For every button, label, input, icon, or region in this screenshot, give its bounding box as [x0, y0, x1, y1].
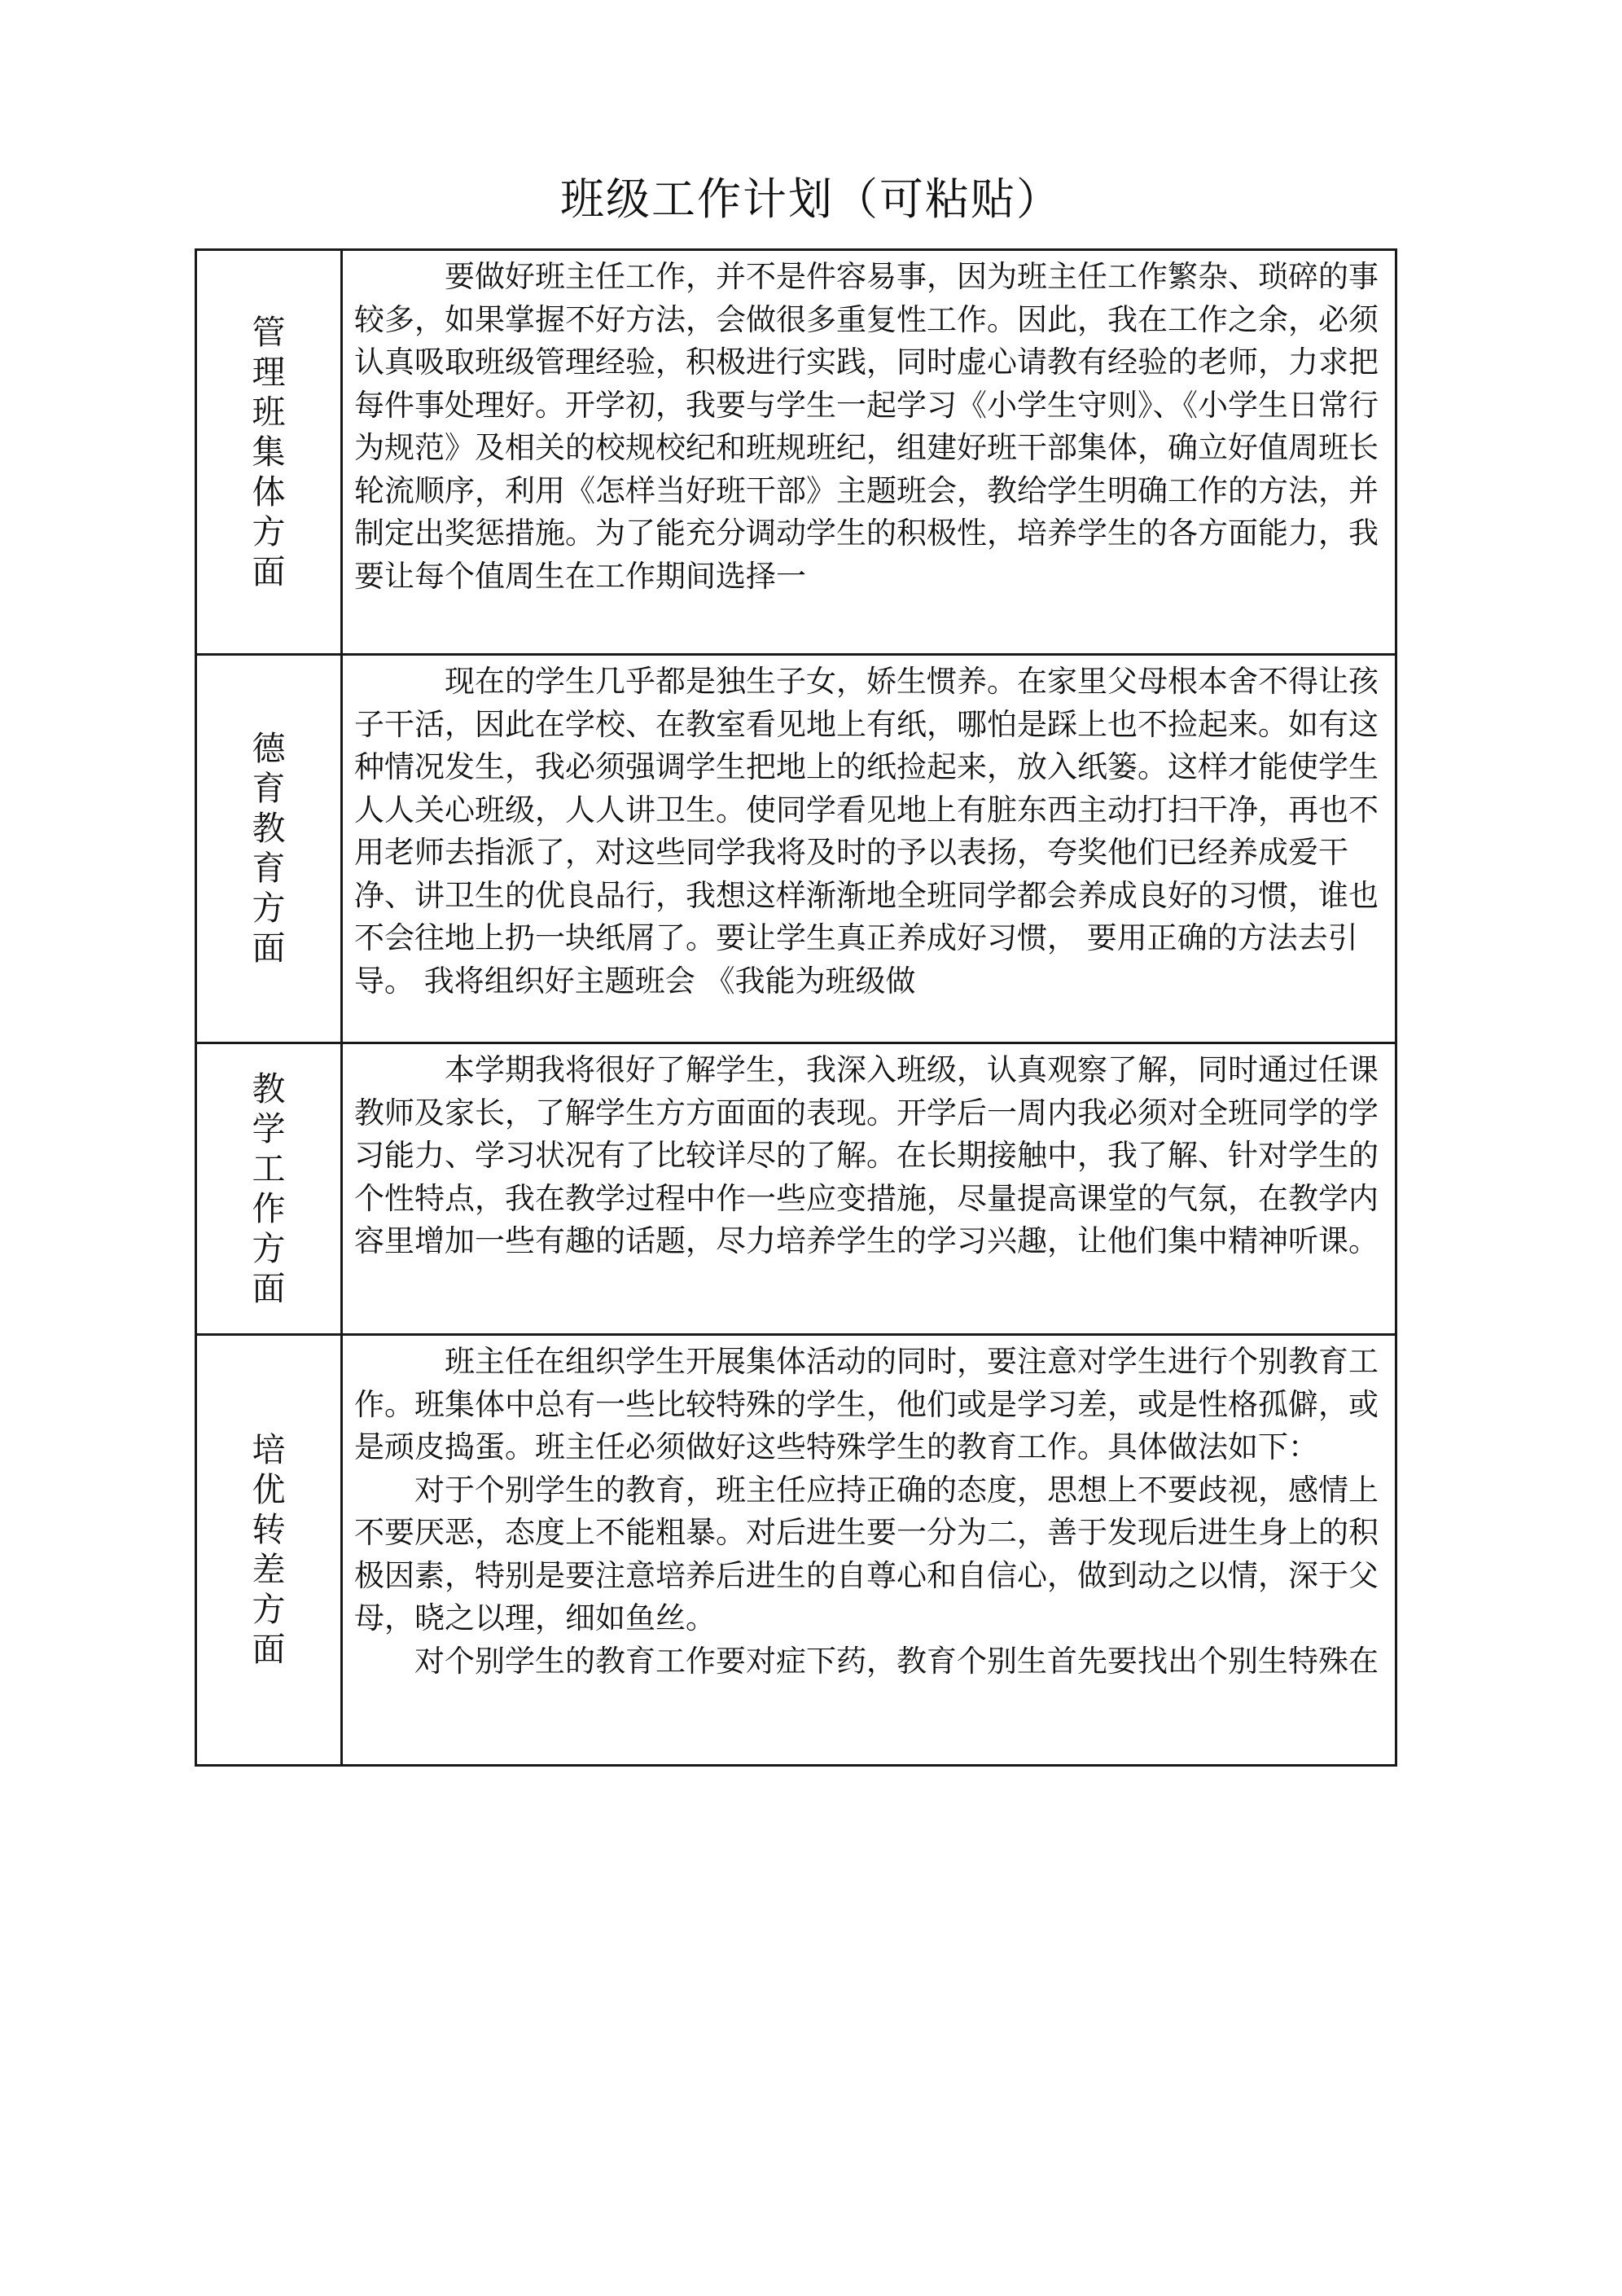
section-paragraph: 班主任在组织学生开展集体活动的同时，要注意对学生进行个别教育工作。班集体中总有一些比较特殊的学生，他们或是学习差，或是性格孤僻，或是顽皮捣蛋。班主任必须做好这些特殊学生的教育工作。具体做法如下： — [354, 1344, 1379, 1464]
section-label-cell — [196, 1043, 342, 1335]
section-content-cell — [342, 1043, 1396, 1335]
document-title: 班级工作计划（可粘贴） — [560, 173, 1062, 225]
section-content-cell — [342, 1335, 1396, 1766]
table-row — [196, 655, 1396, 1043]
table-row — [196, 1043, 1396, 1335]
section-paragraph: 对于个别学生的教育，班主任应持正确的态度，思想上不要歧视，感情上不要厌恶，态度上不能粗暴。对后进生要一分为二，善于发现后进生身上的积极因素，特别是要注意培养后进生的自尊心和自信心，做到动之以情，深于父母，晓之以理，细如鱼丝。 — [354, 1472, 1379, 1635]
section-label: 培优转差方面 — [252, 1430, 286, 1669]
section-paragraph: 本学期我将很好了解学生，我深入班级，认真观察了解，同时通过任课教师及家长，了解学生方方面面的表现。开学后一周内我必须对全班同学的学习能力、学习状况有了比较详尽的了解。在长期接触中，我了解、针对学生的个性特点，我在教学过程中作一些应变措施，尽量提高课堂的气氛，在教学内容里增加一些有趣的话题，尽力培养学生的学习兴趣，让他们集中精神听课。 — [354, 1052, 1379, 1258]
section-content-cell — [342, 250, 1396, 655]
section-label-cell — [196, 1335, 342, 1766]
table-row — [196, 1335, 1396, 1766]
section-label: 德育教育方面 — [252, 729, 286, 968]
section-paragraph: 对个别学生的教育工作要对症下药，教育个别生首先要找出个别生特殊在 — [354, 1643, 1379, 1679]
section-label-cell — [196, 250, 342, 655]
work-plan-table — [195, 248, 1397, 1767]
section-paragraph: 要做好班主任工作，并不是件容易事，因为班主任工作繁杂、琐碎的事较多，如果掌握不好方法，会做很多重复性工作。因此，我在工作之余，必须认真吸取班级管理经验，积极进行实践，同时虚心请教有经验的老师，力求把每件事处理好。开学初，我要与学生一起学习《小学生守则》、《小学生日常行为规范》及相关的校规校纪和班规班纪，组建好班干部集体，确立好值周班长轮流顺序，利用《怎样当好班干部》主题班会，教给学生明确工作的方法，并制定出奖惩措施。为了能充分调动学生的积极性，培养学生的各方面能力，我要让每个值周生在工作期间选择一 — [354, 259, 1379, 594]
section-label: 管理班集体方面 — [252, 312, 286, 591]
section-paragraph: 现在的学生几乎都是独生子女，娇生惯养。在家里父母根本舍不得让孩子干活，因此在学校、在教室看见地上有纸，哪怕是踩上也不捡起来。如有这种情况发生，我必须强调学生把地上的纸捡起来，放入纸篓。这样才能使学生人人关心班级，人人讲卫生。使同学看见地上有脏东西主动打扫干净，再也不用老师去指派了，对这些同学我将及时的予以表扬，夸奖他们已经养成爱干净、讲卫生的优良品行，我想这样渐渐地全班同学都会养成良好的习惯，谁也不会往地上扔一块纸屑了。要让学生真正养成好习惯， 要用正确的方法去引导。 我将组织好主题班会 《我能为班级做 — [354, 664, 1379, 999]
section-label: 教学工作方面 — [252, 1069, 286, 1308]
section-content-cell — [342, 655, 1396, 1043]
section-label-cell — [196, 655, 342, 1043]
table-row — [196, 250, 1396, 655]
